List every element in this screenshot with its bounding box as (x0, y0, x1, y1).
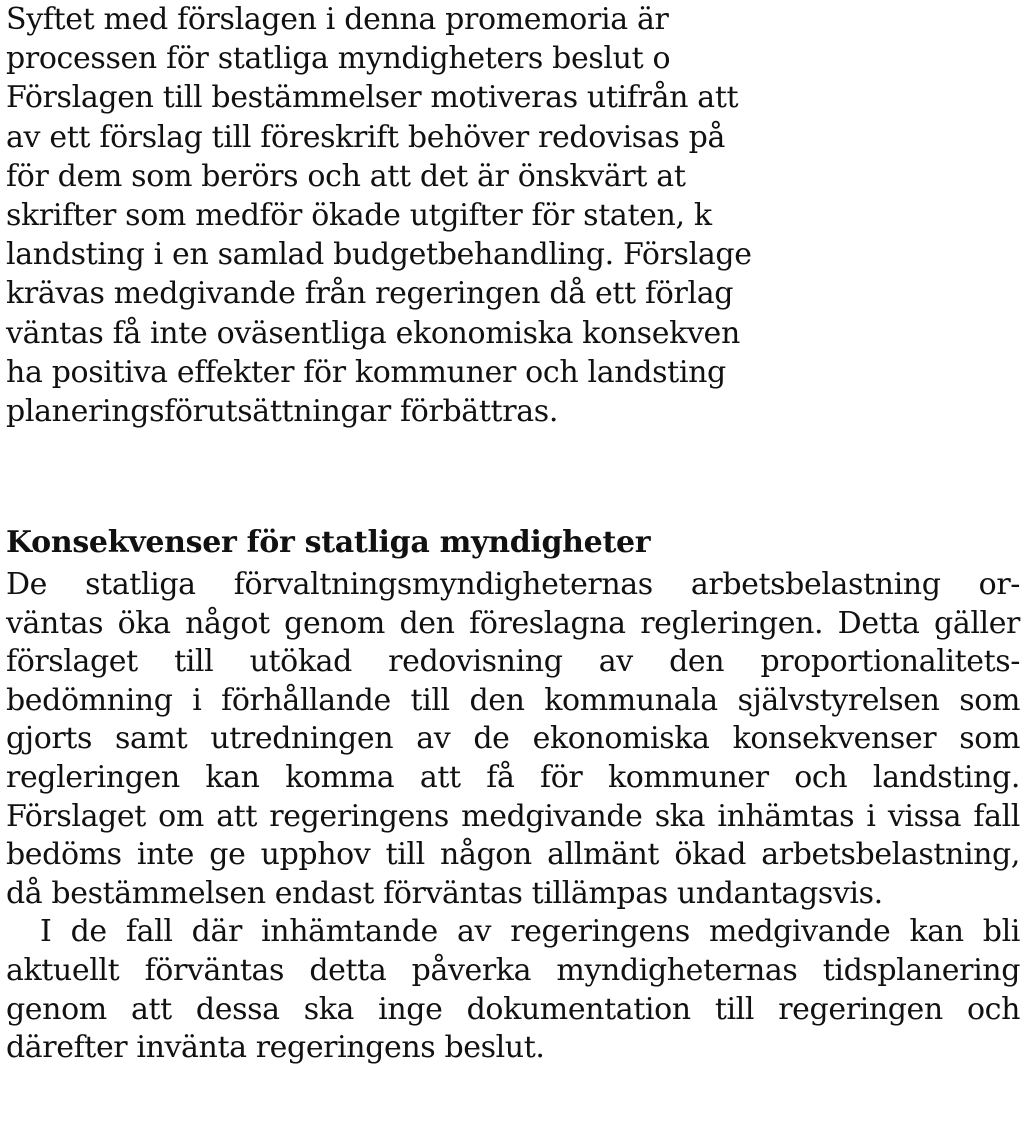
intro-line: ha positiva effekter för kommuner och landsting (6, 354, 726, 390)
intro-line: planeringsförutsättningar förbättras. (6, 393, 559, 429)
body-line: därefter invänta regeringens beslut. (6, 1030, 545, 1066)
intro-line: processen för statliga myndigheters beslut o (6, 41, 671, 77)
intro-paragraph (6, 0, 1024, 431)
body-line: bedöms inte ge upphov till någon allmänt ökad arbetsbelastning, (6, 837, 1020, 873)
section-heading: Konsekvenser för statliga myndigheter (6, 525, 651, 560)
body-line: väntas öka något genom den föreslagna regleringen. Detta gäller (6, 605, 1020, 641)
body-line: bedömning i förhållande till den kommunala självstyrelsen som (6, 682, 1020, 718)
intro-line: för dem som berörs och att det är önskvärt at (6, 158, 686, 194)
intro-line: Syftet med förslagen i denna promemoria är (6, 2, 669, 37)
body-line: genom att dessa ska inge dokumentation till regeringen och (6, 991, 1020, 1027)
body-line: förslaget till utökad redovisning av den proportionalitets- (6, 644, 1020, 680)
body-line: regleringen kan komma att få för kommuner och landsting. (6, 759, 1020, 795)
section-body (6, 566, 1020, 1068)
body-line: gjorts samt utredningen av de ekonomiska konsekvenser som (6, 721, 1020, 757)
intro-line: skrifter som medför ökade utgifter för staten, k (6, 197, 712, 233)
body-line: då bestämmelsen endast förväntas tillämpas undantagsvis. (6, 875, 883, 911)
body-line: aktuellt förväntas detta påverka myndigheternas tidsplanering (6, 952, 1020, 988)
intro-line: Förslagen till bestämmelser motiveras utifrån att (6, 80, 739, 116)
intro-line: landsting i en samlad budgetbehandling. Förslage (6, 237, 752, 273)
body-line: I de fall där inhämtande av regeringens medgivande kan bli (40, 914, 1020, 950)
intro-line: väntas få inte oväsentliga ekonomiska konsekven (6, 315, 740, 351)
body-line: Förslaget om att regeringens medgivande ska inhämtas i vissa fall (6, 798, 1020, 834)
intro-line: av ett förslag till föreskrift behöver redovisas på (6, 119, 726, 155)
intro-line: krävas medgivande från regeringen då ett förlag (6, 276, 734, 312)
body-line: De statliga förvaltningsmyndigheternas arbetsbelastning or- (6, 567, 1020, 602)
